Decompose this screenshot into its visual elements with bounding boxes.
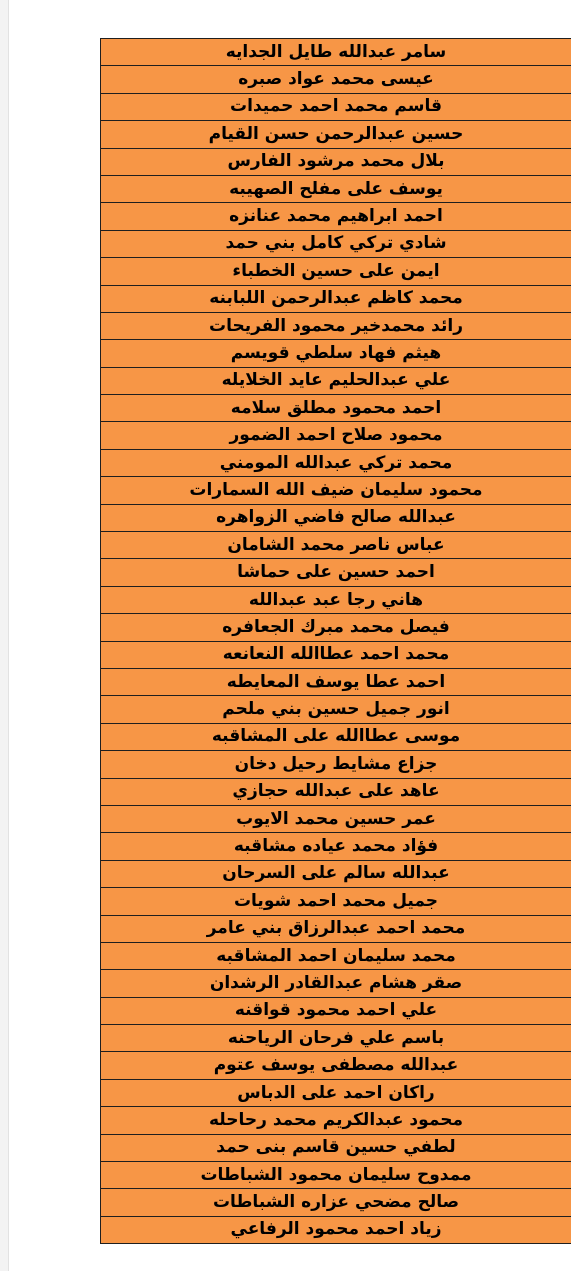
table-row: [101, 395, 571, 422]
name-cell[interactable]: احمد حسين على حماشا: [101, 559, 571, 586]
name-cell[interactable]: يوسف على مفلح الصهيبه: [101, 175, 571, 202]
table-row: [101, 942, 571, 969]
table-row: [101, 997, 571, 1024]
table-row: [101, 751, 571, 778]
name-cell[interactable]: محمد احمد عطاالله النعانعه: [101, 641, 571, 668]
table-row: [101, 285, 571, 312]
names-table-body: [101, 39, 571, 1244]
table-row: [101, 1052, 571, 1079]
names-table-container: [100, 38, 571, 1244]
name-cell[interactable]: جميل محمد احمد شويات: [101, 888, 571, 915]
name-cell[interactable]: فيصل محمد مبرك الجعافره: [101, 614, 571, 641]
name-cell[interactable]: عاهد على عبدالله حجازي: [101, 778, 571, 805]
name-cell[interactable]: بلال محمد مرشود الفارس: [101, 148, 571, 175]
table-row: [101, 970, 571, 997]
table-row: [101, 1189, 571, 1216]
name-cell[interactable]: باسم علي فرحان الرياحنه: [101, 1025, 571, 1052]
name-cell[interactable]: هيثم فهاد سلطي قويسم: [101, 340, 571, 367]
name-cell[interactable]: عبدالله مصطفى يوسف عتوم: [101, 1052, 571, 1079]
name-cell[interactable]: لطفي حسين قاسم بنى حمد: [101, 1134, 571, 1161]
name-cell[interactable]: رائد محمدخير محمود الفريحات: [101, 312, 571, 339]
name-cell[interactable]: حسين عبدالرحمن حسن القيام: [101, 121, 571, 148]
table-row: [101, 532, 571, 559]
page-left-margin: [0, 0, 9, 1271]
table-row: [101, 559, 571, 586]
table-row: [101, 477, 571, 504]
name-cell[interactable]: صالح مضحي عزاره الشباطات: [101, 1189, 571, 1216]
table-row: [101, 614, 571, 641]
table-row: [101, 258, 571, 285]
name-cell[interactable]: موسى عطاالله على المشاقبه: [101, 723, 571, 750]
name-cell[interactable]: عبدالله صالح فاضي الزواهره: [101, 504, 571, 531]
table-row: [101, 805, 571, 832]
name-cell[interactable]: محمد احمد عبدالرزاق بني عامر: [101, 915, 571, 942]
name-cell[interactable]: زياد احمد محمود الرفاعي: [101, 1216, 571, 1243]
name-cell[interactable]: عبدالله سالم على السرحان: [101, 860, 571, 887]
name-cell[interactable]: انور جميل حسين بني ملحم: [101, 696, 571, 723]
table-row: [101, 888, 571, 915]
table-row: [101, 1216, 571, 1243]
name-cell[interactable]: عيسى محمد عواد صبره: [101, 66, 571, 93]
name-cell[interactable]: محمد سليمان احمد المشاقبه: [101, 942, 571, 969]
name-cell[interactable]: محمد كاظم عبدالرحمن اللبابنه: [101, 285, 571, 312]
name-cell[interactable]: محمود صلاح احمد الضمور: [101, 422, 571, 449]
name-cell[interactable]: عباس ناصر محمد الشامان: [101, 532, 571, 559]
name-cell[interactable]: علي احمد محمود قواقنه: [101, 997, 571, 1024]
table-row: [101, 1107, 571, 1134]
name-cell[interactable]: هاني رجا عبد عبدالله: [101, 586, 571, 613]
table-row: [101, 1079, 571, 1106]
table-row: [101, 66, 571, 93]
name-cell[interactable]: محمد تركي عبدالله المومني: [101, 449, 571, 476]
table-row: [101, 367, 571, 394]
name-cell[interactable]: شادي تركي كامل بني حمد: [101, 230, 571, 257]
name-cell[interactable]: سامر عبدالله طايل الجدايه: [101, 39, 571, 66]
table-row: [101, 422, 571, 449]
table-row: [101, 778, 571, 805]
table-row: [101, 833, 571, 860]
table-row: [101, 148, 571, 175]
table-row: [101, 1162, 571, 1189]
name-cell[interactable]: عمر حسين محمد الايوب: [101, 805, 571, 832]
name-cell[interactable]: راكان احمد على الدباس: [101, 1079, 571, 1106]
table-row: [101, 860, 571, 887]
table-row: [101, 312, 571, 339]
table-row: [101, 696, 571, 723]
table-row: [101, 175, 571, 202]
name-cell[interactable]: جزاع مشايط رحيل دخان: [101, 751, 571, 778]
name-cell[interactable]: محمود سليمان ضيف الله السمارات: [101, 477, 571, 504]
table-row: [101, 504, 571, 531]
table-row: [101, 1134, 571, 1161]
table-row: [101, 449, 571, 476]
name-cell[interactable]: قاسم محمد احمد حميدات: [101, 93, 571, 120]
name-cell[interactable]: ايمن على حسين الخطباء: [101, 258, 571, 285]
name-cell[interactable]: فؤاد محمد عياده مشاقبه: [101, 833, 571, 860]
table-row: [101, 723, 571, 750]
table-row: [101, 586, 571, 613]
name-cell[interactable]: احمد عطا يوسف المعايطه: [101, 668, 571, 695]
name-cell[interactable]: صقر هشام عبدالقادر الرشدان: [101, 970, 571, 997]
name-cell[interactable]: علي عبدالحليم عايد الخلايله: [101, 367, 571, 394]
table-row: [101, 93, 571, 120]
table-row: [101, 340, 571, 367]
names-table: [100, 38, 571, 1244]
table-row: [101, 121, 571, 148]
name-cell[interactable]: ممدوح سليمان محمود الشباطات: [101, 1162, 571, 1189]
table-row: [101, 39, 571, 66]
name-cell[interactable]: احمد ابراهيم محمد عنانزه: [101, 203, 571, 230]
table-row: [101, 230, 571, 257]
table-row: [101, 641, 571, 668]
name-cell[interactable]: محمود عبدالكريم محمد رحاحله: [101, 1107, 571, 1134]
table-row: [101, 203, 571, 230]
table-row: [101, 668, 571, 695]
table-row: [101, 915, 571, 942]
table-row: [101, 1025, 571, 1052]
name-cell[interactable]: احمد محمود مطلق سلامه: [101, 395, 571, 422]
